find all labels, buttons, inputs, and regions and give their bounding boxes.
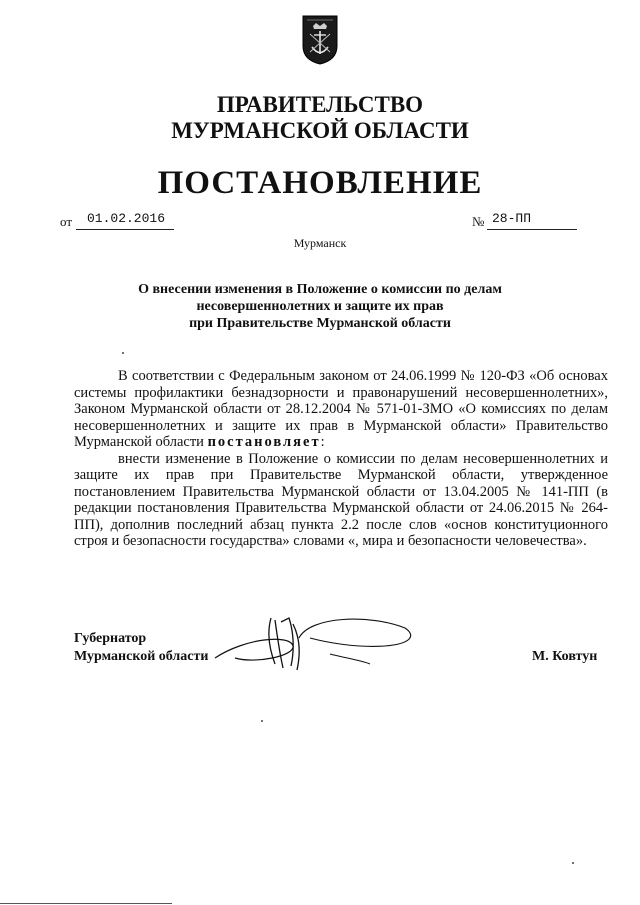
number-underline xyxy=(487,229,577,230)
subject-line-1: О внесении изменения в Положение о комиссии по делам xyxy=(138,282,502,297)
document-subject xyxy=(80,281,560,332)
signatory-title-line-2: Мурманской области xyxy=(74,649,209,664)
signatory-name: М. Ковтун xyxy=(532,649,598,664)
decree-word: постановляет xyxy=(207,434,321,450)
number-value: 28-ПП xyxy=(492,211,532,226)
signatory-title xyxy=(74,630,208,666)
handwritten-signature-icon xyxy=(195,608,425,680)
decree-colon: : xyxy=(320,434,325,450)
date-underline xyxy=(76,229,174,230)
date-value: 01.02.2016 xyxy=(87,211,166,226)
paragraph-1-text: В соответствии с Федеральным законом от 24.06.1999 № 120-ФЗ «Об основах системы профилактики безнадзорности и правонарушений несовершеннолетних», Законом Мурманской области от 28.12.2004 № 571-01-ЗМО «О комиссиях по делам несовершеннолетних и защите их прав в Мурманской области» Правительство Мурманской области xyxy=(74,368,608,450)
signatory-title-line-1: Губернатор xyxy=(74,631,147,646)
document-type: ПОСТАНОВЛЕНИЕ xyxy=(157,165,483,201)
scan-speck xyxy=(261,720,263,722)
government-line-2: МУРМАНСКОЙ ОБЛАСТИ xyxy=(171,118,469,143)
body-paragraph-1 xyxy=(74,368,608,451)
number-prefix: № xyxy=(472,214,485,229)
scan-speck xyxy=(122,352,124,354)
government-line-1: ПРАВИТЕЛЬСТВО xyxy=(216,92,424,117)
date-prefix: от xyxy=(60,214,73,229)
page-edge-line xyxy=(0,903,172,904)
scan-speck xyxy=(572,862,574,864)
subject-line-3: при Правительстве Мурманской области xyxy=(189,316,451,331)
document-body xyxy=(74,368,608,550)
coat-of-arms-icon xyxy=(301,14,339,66)
body-paragraph-2: внести изменение в Положение о комиссии по делам несовершеннолетних и защите их прав при Правительстве Мурманской области, утвержденное постановлением Правительства Мурманской области от 13.04.2005 № 141-ПП (в редакции постановления Правительства Мурманской области от 24.06.2015 № 264-ПП), дополнив последний абзац пункта 2.2 после слов «основ конституционного строя и безопасности государства» словами «, мира и безопасности человечества». xyxy=(74,450,608,549)
subject-line-2: несовершеннолетних и защите их прав xyxy=(196,299,444,314)
city-name: Мурманск xyxy=(293,236,347,250)
